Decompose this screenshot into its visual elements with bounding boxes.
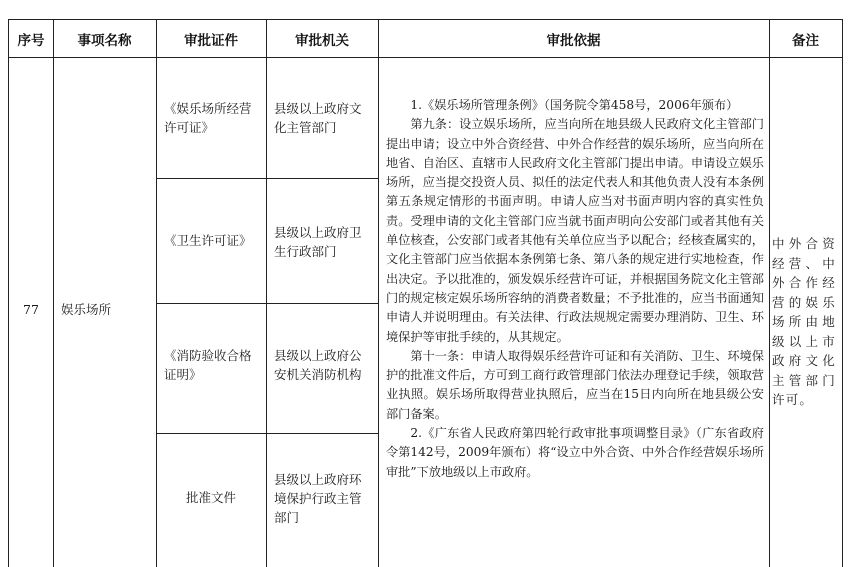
- row-item-name: 娱乐场所: [61, 302, 112, 317]
- grid-line: [769, 20, 770, 567]
- header-authority: 审批机关: [266, 20, 378, 58]
- header-remark: 备注: [769, 20, 842, 58]
- basis-paragraph: 2.《广东省人民政府第四轮行政审批事项调整目录》（广东省政府令第142号，2009年颁布）将“设立中外合资、中外合作经营娱乐场所审批”下放地级以上市政府。: [386, 426, 764, 479]
- grid-line: [156, 303, 378, 304]
- authority-cell: 县级以上政府公安机关消防机构: [274, 348, 362, 382]
- grid-line: [156, 178, 378, 179]
- authority-cell: 县级以上政府文化主管部门: [274, 101, 362, 135]
- grid-line: [156, 20, 157, 567]
- header-license: 审批证件: [156, 20, 266, 58]
- license-cell: 《消防验收合格证明》: [164, 348, 252, 382]
- remark-cell: 中外合资经营、中外合作经营的娱乐场所由地级以上市政府文化主管部门许可。: [772, 236, 836, 407]
- basis-paragraph: 第十一条：申请人取得娱乐经营许可证和有关消防、卫生、环境保护的批准文件后，方可到工商行政管理部门依法办理登记手续，领取营业执照。娱乐场所取得营业执照后，应当在15日内向所在地县级公安部门备案。: [386, 348, 764, 421]
- authority-cell: 县级以上政府环境保护行政主管部门: [274, 472, 362, 525]
- header-item-name: 事项名称: [53, 20, 156, 58]
- grid-line: [156, 433, 378, 434]
- header-basis: 审批依据: [378, 20, 769, 58]
- grid-line: [378, 20, 379, 567]
- license-cell: 《娱乐场所经营许可证》: [164, 101, 252, 135]
- license-cell: 《卫生许可证》: [164, 233, 252, 248]
- authority-cell: 县级以上政府卫生行政部门: [274, 225, 362, 259]
- header-seq: 序号: [9, 20, 53, 58]
- row-seq: 77: [23, 302, 39, 317]
- license-cell: 批准文件: [185, 490, 236, 505]
- basis-paragraph: 第九条：设立娱乐场所，应当向所在地县级人民政府文化主管部门提出申请；设立中外合资经营、中外合作经营的娱乐场所，应当向所在地省、自治区、直辖市人民政府文化主管部门提出申请。申请设立娱乐场所，应当提交投资人员、拟任的法定代表人和其他负责人没有本条例第五条规定情形的书面声明。申请人应当对书面声明内容的真实性负责。受理申请的文化主管部门应当就书面声明向公安部门或者其他有关单位核查，公安部门或者其他有关单位应当予以配合；经核查属实的，文化主管部门应当依据本条例第七条、第八条的规定进行实地检查，作出决定。予以批准的，颁发娱乐经营许可证，并根据国务院文化主管部门的规定核定娱乐场所容纳的消费者数量；不予批准的，应当书面通知申请人并说明理由。有关法律、行政法规规定需要办理消防、卫生、环境保护等审批手续的，从其规定。: [386, 117, 764, 344]
- basis-paragraph: 1.《娱乐场所管理条例》（国务院令第458号，2006年颁布）: [410, 98, 739, 112]
- approval-basis: [386, 96, 764, 482]
- grid-line: [266, 20, 267, 567]
- approval-table: [8, 19, 843, 567]
- grid-line: [53, 20, 54, 567]
